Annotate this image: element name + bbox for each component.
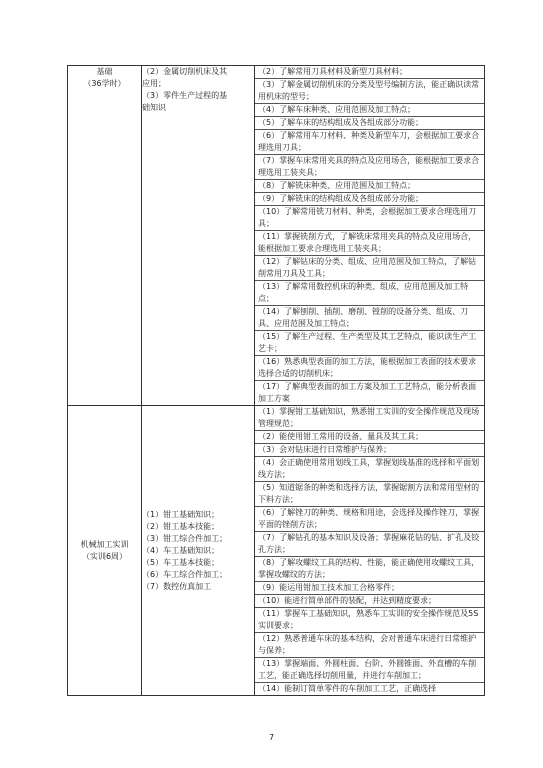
requirement-item: （14）能制订简单零件的车削加工工艺，正确选择 xyxy=(258,684,437,693)
requirement-item: （15）了解生产过程、生产类型及其工艺特点，能识读生产工艺卡； xyxy=(255,331,484,356)
requirement-item: （3）了解金属切削机床的分类及型号编制方法，能正确识读常用机床的型号； xyxy=(255,79,484,104)
content-line: 应用； xyxy=(142,79,166,88)
content-line: （7）数控仿真加工 xyxy=(142,581,212,591)
requirement-item: （5）了解车床的结构组成及各组成部分功能； xyxy=(255,117,484,130)
table-row xyxy=(68,66,485,406)
page-number: 7 xyxy=(268,733,275,742)
requirement-item: （9）能运用钳加工技术加工合格零件； xyxy=(255,582,484,595)
requirement-item: （1）掌握钳工基础知识，熟悉钳工实训的安全操作规范及现场管理规范； xyxy=(255,406,484,431)
module-cell xyxy=(68,406,142,696)
content-line: 础知识 xyxy=(142,103,166,112)
requirement-item: （2）了解常用刀具材料及新型刀具材料； xyxy=(255,66,484,79)
requirement-item: （14）了解刨削、插削、磨削、镗削的设备分类、组成、刀具、应用范围及加工特点； xyxy=(255,306,484,331)
requirement-item: （4）了解车床种类、应用范围及加工特点； xyxy=(255,104,484,117)
content-cell xyxy=(142,406,255,696)
content-line: （3）零件生产过程的基 xyxy=(142,91,228,100)
requirement-item: （6）了解常用车刀材料、种类及新型车刀，会根据加工要求合理选用刀具； xyxy=(255,130,484,155)
requirement-item: （10）能进行简单部件的装配，并达到精度要求； xyxy=(255,595,484,608)
requirement-item: （8）了解铣床种类、应用范围及加工特点； xyxy=(255,180,484,193)
requirement-item: （17）了解典型表面的加工方案及加工工艺特点，能分析表面加工方案 xyxy=(258,382,477,403)
requirement-item: （3）会对钻床进行日常维护与保养； xyxy=(255,444,484,457)
requirement-item: （4）会正确使用常用划线工具，掌握划线基准的选择和平面划线方法； xyxy=(255,457,484,482)
requirement-item: （10）了解常用铣刀材料、种类，会根据加工要求合理选用刀具； xyxy=(255,206,484,231)
content-line: （2）金属切削机床及其 xyxy=(142,67,228,76)
content-line: （6）车工综合件加工； xyxy=(142,569,228,579)
table-row xyxy=(68,406,485,696)
module-cell xyxy=(68,66,142,406)
requirement-item: （13）掌握端面、外圆柱面、台阶、外圆锥面、外直槽的车削工艺，能正确选择切削用量，并进行车削加工； xyxy=(255,658,484,683)
requirement-item: （7）了解钻孔的基本知识及设备；掌握麻花钻的钻、扩孔及铰孔方法； xyxy=(255,532,484,557)
requirements-cell xyxy=(255,406,485,696)
requirement-item: （16）熟悉典型表面的加工方法，能根据加工表面的技术要求选择合适的切削机床； xyxy=(255,356,484,381)
requirement-item: （12）了解钻床的分类、组成、应用范围及加工特点，了解钻削常用刀具及工具； xyxy=(255,256,484,281)
requirement-item: （12）熟悉普通车床的基本结构，会对普通车床进行日常维护与保养； xyxy=(255,633,484,658)
curriculum-table xyxy=(67,65,485,696)
module-hours: （实训6周） xyxy=(81,551,128,561)
requirement-item: （11）掌握铣削方式，了解铣床常用夹具的特点及应用场合，能根据加工要求合理选用工装夹具； xyxy=(255,231,484,256)
requirements-cell xyxy=(255,66,485,406)
content-line: （5）车工基本技能； xyxy=(142,557,220,567)
requirement-item: （2）能使用钳工常用的设备、量具及其工具； xyxy=(255,431,484,444)
content-line: （4）车工基础知识； xyxy=(142,545,220,555)
requirement-item: （9）了解铣床的结构组成及各组成部分功能； xyxy=(255,193,484,206)
module-name: 机械加工实训 xyxy=(80,539,129,549)
requirement-item: （13）了解常用数控机床的种类、组成、应用范围及加工特点； xyxy=(255,281,484,306)
module-name: 基础 xyxy=(96,67,113,76)
content-line: （2）钳工基本技能； xyxy=(142,521,220,531)
content-line: （3）钳工综合件加工； xyxy=(142,533,228,543)
requirement-item: （8）了解攻螺纹工具的结构、性能，能正确使用攻螺纹工具，掌握攻螺纹的方法； xyxy=(255,557,484,582)
content-line: （1）钳工基础知识； xyxy=(142,509,220,519)
requirement-item: （7）掌握车床常用夹具的特点及应用场合，能根据加工要求合理选用工装夹具； xyxy=(255,155,484,180)
module-hours: （36学时） xyxy=(83,79,126,88)
requirement-item: （11）掌握车工基础知识，熟悉车工实训的安全操作规范及5S实训要求； xyxy=(255,608,484,633)
requirement-item: （5）知道锯条的种类和选择方法，掌握锯割方法和常用型材的下料方法； xyxy=(255,482,484,507)
requirement-item: （6）了解锉刀的种类、规格和用途，会选择及操作锉刀，掌握平面的锉削方法； xyxy=(255,507,484,532)
content-cell xyxy=(142,66,255,406)
